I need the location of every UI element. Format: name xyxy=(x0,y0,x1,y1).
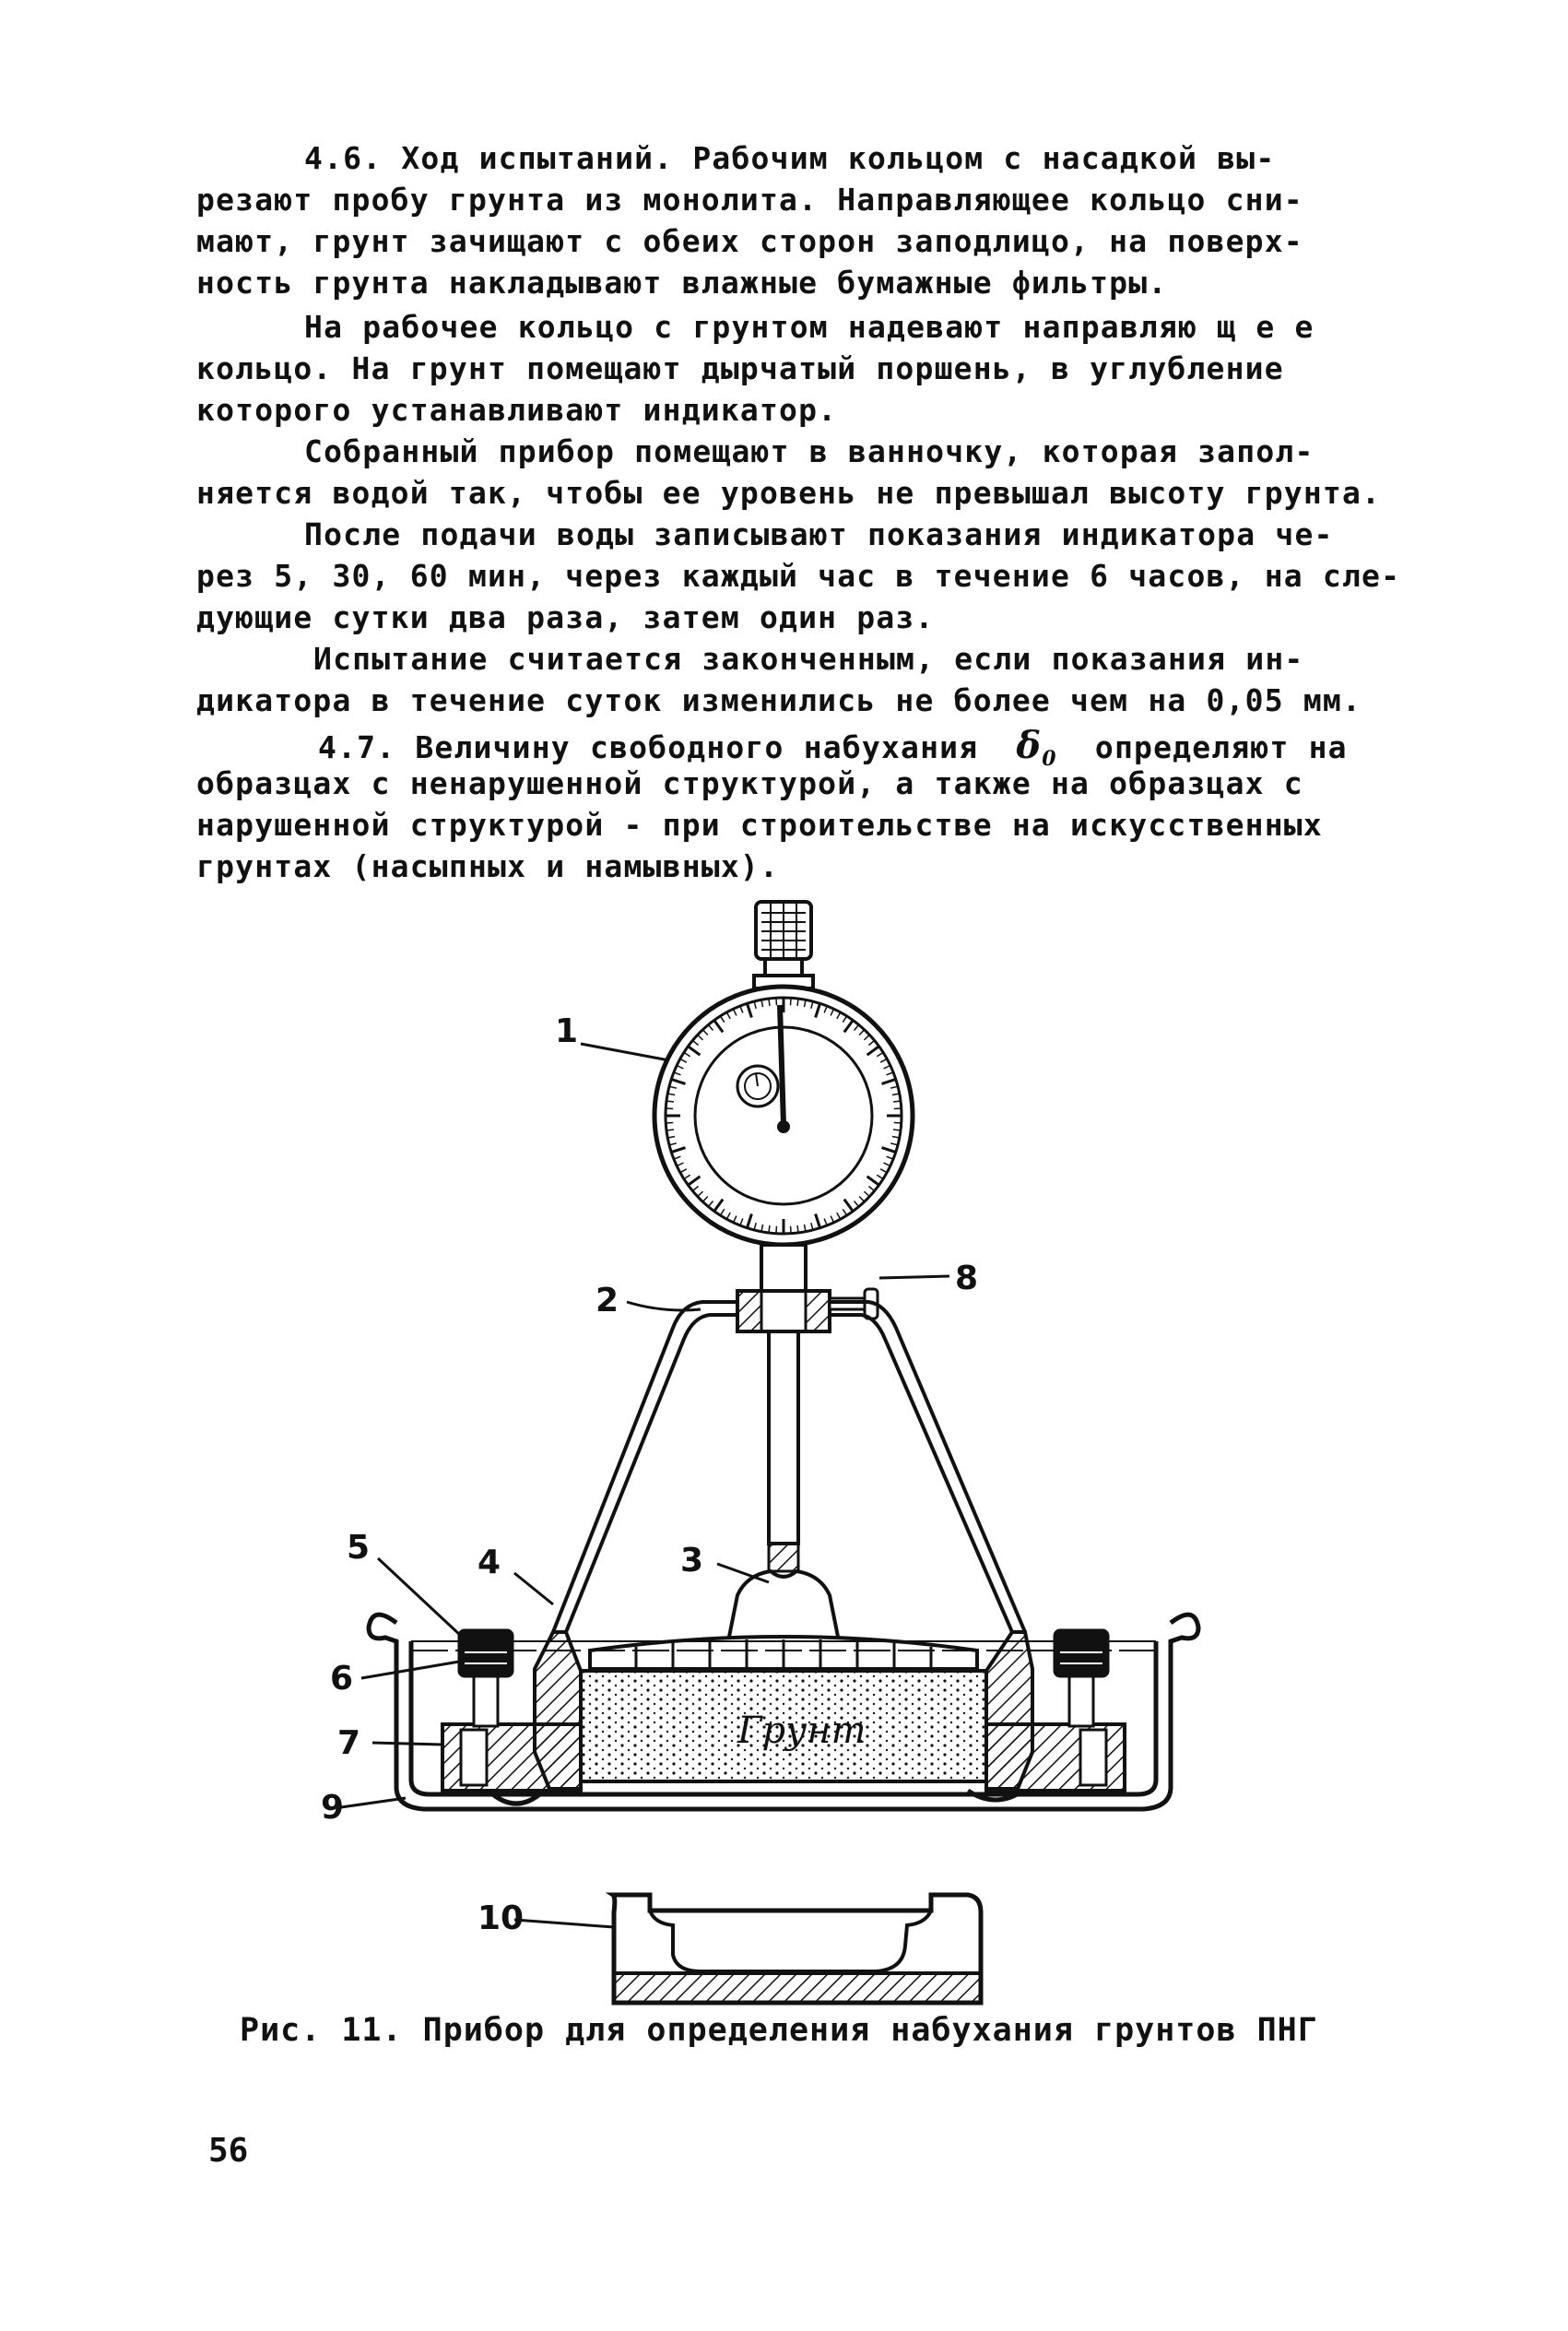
dial-tick xyxy=(791,1226,792,1234)
dial-tick xyxy=(791,998,792,1005)
figure-caption: Рис. 11. Прибор для определения набухания грунтов ПНГ xyxy=(240,2012,1318,2049)
dial-tick xyxy=(797,1225,798,1233)
dial-tick xyxy=(894,1108,902,1109)
text-line: 4.6. Ход испытаний. Рабочим кольцом с насадкой вы- xyxy=(304,140,1276,176)
dial-tick xyxy=(769,1225,770,1233)
text-line: которого устанавливают индикатор. xyxy=(196,392,838,428)
dial-tick xyxy=(769,999,770,1006)
text-line: образцах с ненарушенной структурой, а также на образцах с xyxy=(196,765,1303,801)
page-number: 56 xyxy=(208,2132,249,2170)
soil-sample xyxy=(581,1671,986,1781)
indicator-knob xyxy=(754,902,813,988)
callout-6: 6 xyxy=(330,1660,354,1698)
callout-1: 1 xyxy=(555,1012,579,1050)
dial-tick xyxy=(776,1226,777,1234)
text-line: дующие сутки два раза, затем один раз. xyxy=(196,599,935,635)
text-line: ность грунта накладывают влажные бумажные фильтры. xyxy=(196,265,1168,301)
callout-9: 9 xyxy=(321,1789,345,1827)
text-line: няется водой так, чтобы ее уровень не превышал высоту грунта. xyxy=(196,475,1382,511)
callout-3: 3 xyxy=(680,1542,704,1580)
callout-8: 8 xyxy=(955,1260,979,1297)
text-fragment: определяют на xyxy=(1094,729,1348,765)
delta-symbol: δ xyxy=(1016,724,1043,767)
dial-tick xyxy=(666,1108,673,1109)
text-line: мают, грунт зачищают с обеих сторон заподлицо, на поверх- xyxy=(196,223,1303,259)
text-line: Собранный прибор помещают в ванночку, которая запол- xyxy=(304,433,1315,469)
callout-4: 4 xyxy=(477,1544,501,1581)
soil-label: Грунт xyxy=(737,1710,867,1752)
dial-indicator xyxy=(654,987,913,1245)
callout-7: 7 xyxy=(337,1724,361,1762)
dial-tick xyxy=(666,1123,673,1124)
text-line: После подачи воды записывают показания индикатора че- xyxy=(304,516,1334,552)
stand xyxy=(613,1895,981,2003)
callout-5: 5 xyxy=(347,1529,371,1567)
text-line: грунтах (насыпных и намывных). xyxy=(196,848,780,884)
text-line: нарушенной структурой - при строительстве на искусственных xyxy=(196,807,1323,843)
text-line: резают пробу грунта из монолита. Направляющее кольцо сни- xyxy=(196,182,1303,218)
callout-2: 2 xyxy=(595,1282,619,1319)
text-line: рез 5, 30, 60 мин, через каждый час в течение 6 часов, на сле- xyxy=(196,558,1401,594)
dial-tick xyxy=(666,1101,674,1102)
indicator-stem xyxy=(737,1245,878,1571)
dial-tick xyxy=(893,1101,901,1102)
dial-tick xyxy=(776,998,777,1005)
text-line: На рабочее кольцо с грунтом надевают направляю щ е е xyxy=(304,309,1315,345)
delta-subscript: 0 xyxy=(1042,746,1057,771)
text-line: кольцо. На грунт помещают дырчатый поршень, в углубление xyxy=(196,350,1284,386)
perforated-piston xyxy=(590,1571,977,1669)
text-line: дикатора в течение суток изменились не более чем на 0,05 мм. xyxy=(196,682,1362,718)
callout-10: 10 xyxy=(477,1899,525,1937)
text-fragment: 4.7. Величину свободного набухания xyxy=(318,729,979,765)
dial-tick xyxy=(797,999,798,1006)
text-line: Испытание считается законченным, если показания ин- xyxy=(313,641,1304,677)
dial-tick xyxy=(894,1123,902,1124)
